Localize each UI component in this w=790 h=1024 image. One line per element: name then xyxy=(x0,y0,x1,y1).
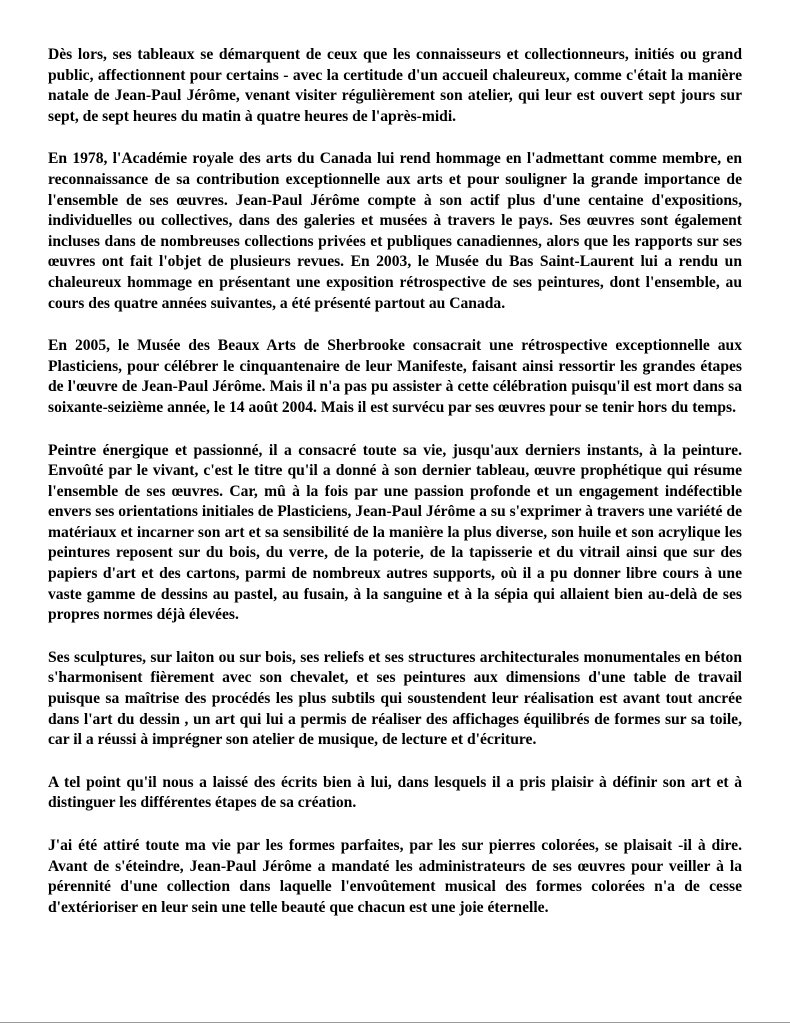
paragraph-academy-1978: En 1978, l'Académie royale des arts du Canada lui rend hommage en l'admettant comme membre, en reconnaissance de sa contribution exceptionnelle aux arts et pour souligner la grande importance de l'ensemble de ses œuvres. Jean-Paul Jérôme compte à son actif plus d'une centaine d'expositions, individuelles ou collectives, dans des galeries et musées à travers le pays. Ses œuvres sont également incluses dans de nombreuses collections privées et publiques canadiennes, alors que les rapports sur ses œuvres ont fait l'objet de plusieurs revues. En 2003, le Musée du Bas Saint-Laurent lui a rendu un chaleureux hommage en présentant une exposition rétrospective de ses peintures, dont l'ensemble, au cours des quatre années suivantes, a été présenté partout au Canada. xyxy=(48,150,742,312)
paragraph-energetic-painter: Peintre énergique et passionné, il a consacré toute sa vie, jusqu'aux derniers instants, à la peinture. Envoûté par le vivant, c'est le titre qu'il a donné à son dernier tableau, œuvre prophétique qui résume l'ensemble de ses œuvres. Car, mû à la fois par une passion profonde et un engagement indéfectible envers ses orientations initiales de Plasticiens, Jean-Paul Jérôme a su s'exprimer à travers une variété de matériaux et incarner son art et sa sensibilité de la manière la plus diverse, son huile et son acrylique les peintures reposent sur du bois, du verre, de la poterie, de la tapisserie et du vitrail ainsi que sur des papiers d'art et des cartons, parmi de nombreux autres supports, où il a pu donner libre cours à une vaste gamme de dessins au pastel, au fusain, à la sanguine et à la sépia qui allaient bien au-delà de ses propres normes déjà élevées. xyxy=(48,441,742,624)
paragraph-retrospective-2005: En 2005, le Musée des Beaux Arts de Sherbrooke consacrait une rétrospective exceptionnelle aux Plasticiens, pour célébrer le cinquantenaire de leur Manifeste, faisant ainsi ressortir les grandes étapes de l'œuvre de Jean-Paul Jérôme. Mais il n'a pas pu assister à cette célébration puisqu'il est mort dans sa soixante-seizième année, le 14 août 2004. Mais il est survécu par ses œuvres pour se tenir hors du temps. xyxy=(48,337,742,416)
paragraph-visits: Dès lors, ses tableaux se démarquent de ceux que les connaisseurs et collectionneurs, initiés ou grand public, affectionnent pour certains - avec la certitude d'un accueil chaleureux, comme c'était la manière natale de Jean-Paul Jérôme, venant visiter régulièrement son atelier, qui leur est ouvert sept jours sur sept, de sept heures du matin à quatre heures de l'après-midi. xyxy=(48,46,742,125)
paragraph-perfect-forms: J'ai été attiré toute ma vie par les formes parfaites, par les sur pierres colorées, se plaisait -il à dire. Avant de s'éteindre, Jean-Paul Jérôme a mandaté les administrateurs de ses œuvres pour veiller à la pérennité d'une collection dans laquelle l'envoûtement musical des formes colorées n'a de cesse d'extérioriser en leur sein une telle beauté que chacun est une joie éternelle. xyxy=(48,837,742,916)
paragraph-sculptures: Ses sculptures, sur laiton ou sur bois, ses reliefs et ses structures architecturales monumentales en béton s'harmonisent fièrement avec son chevalet, et ses peintures aux dimensions d'une table de travail puisque sa maîtrise des procédés les plus subtils qui soustendent leur réalisation est avant tout ancrée dans l'art du dessin , un art qui lui a permis de réaliser des affichages équilibrés de formes sur sa toile, car il a réussi à imprégner son atelier de musique, de lecture et d'écriture. xyxy=(48,648,742,749)
paragraph-writings: A tel point qu'il nous a laissé des écrits bien à lui, dans lesquels il a pris plaisir à définir son art et à distinguer les différentes étapes de sa création. xyxy=(48,773,742,812)
body-text xyxy=(48,45,742,940)
page-bottom-rule xyxy=(0,1022,790,1023)
